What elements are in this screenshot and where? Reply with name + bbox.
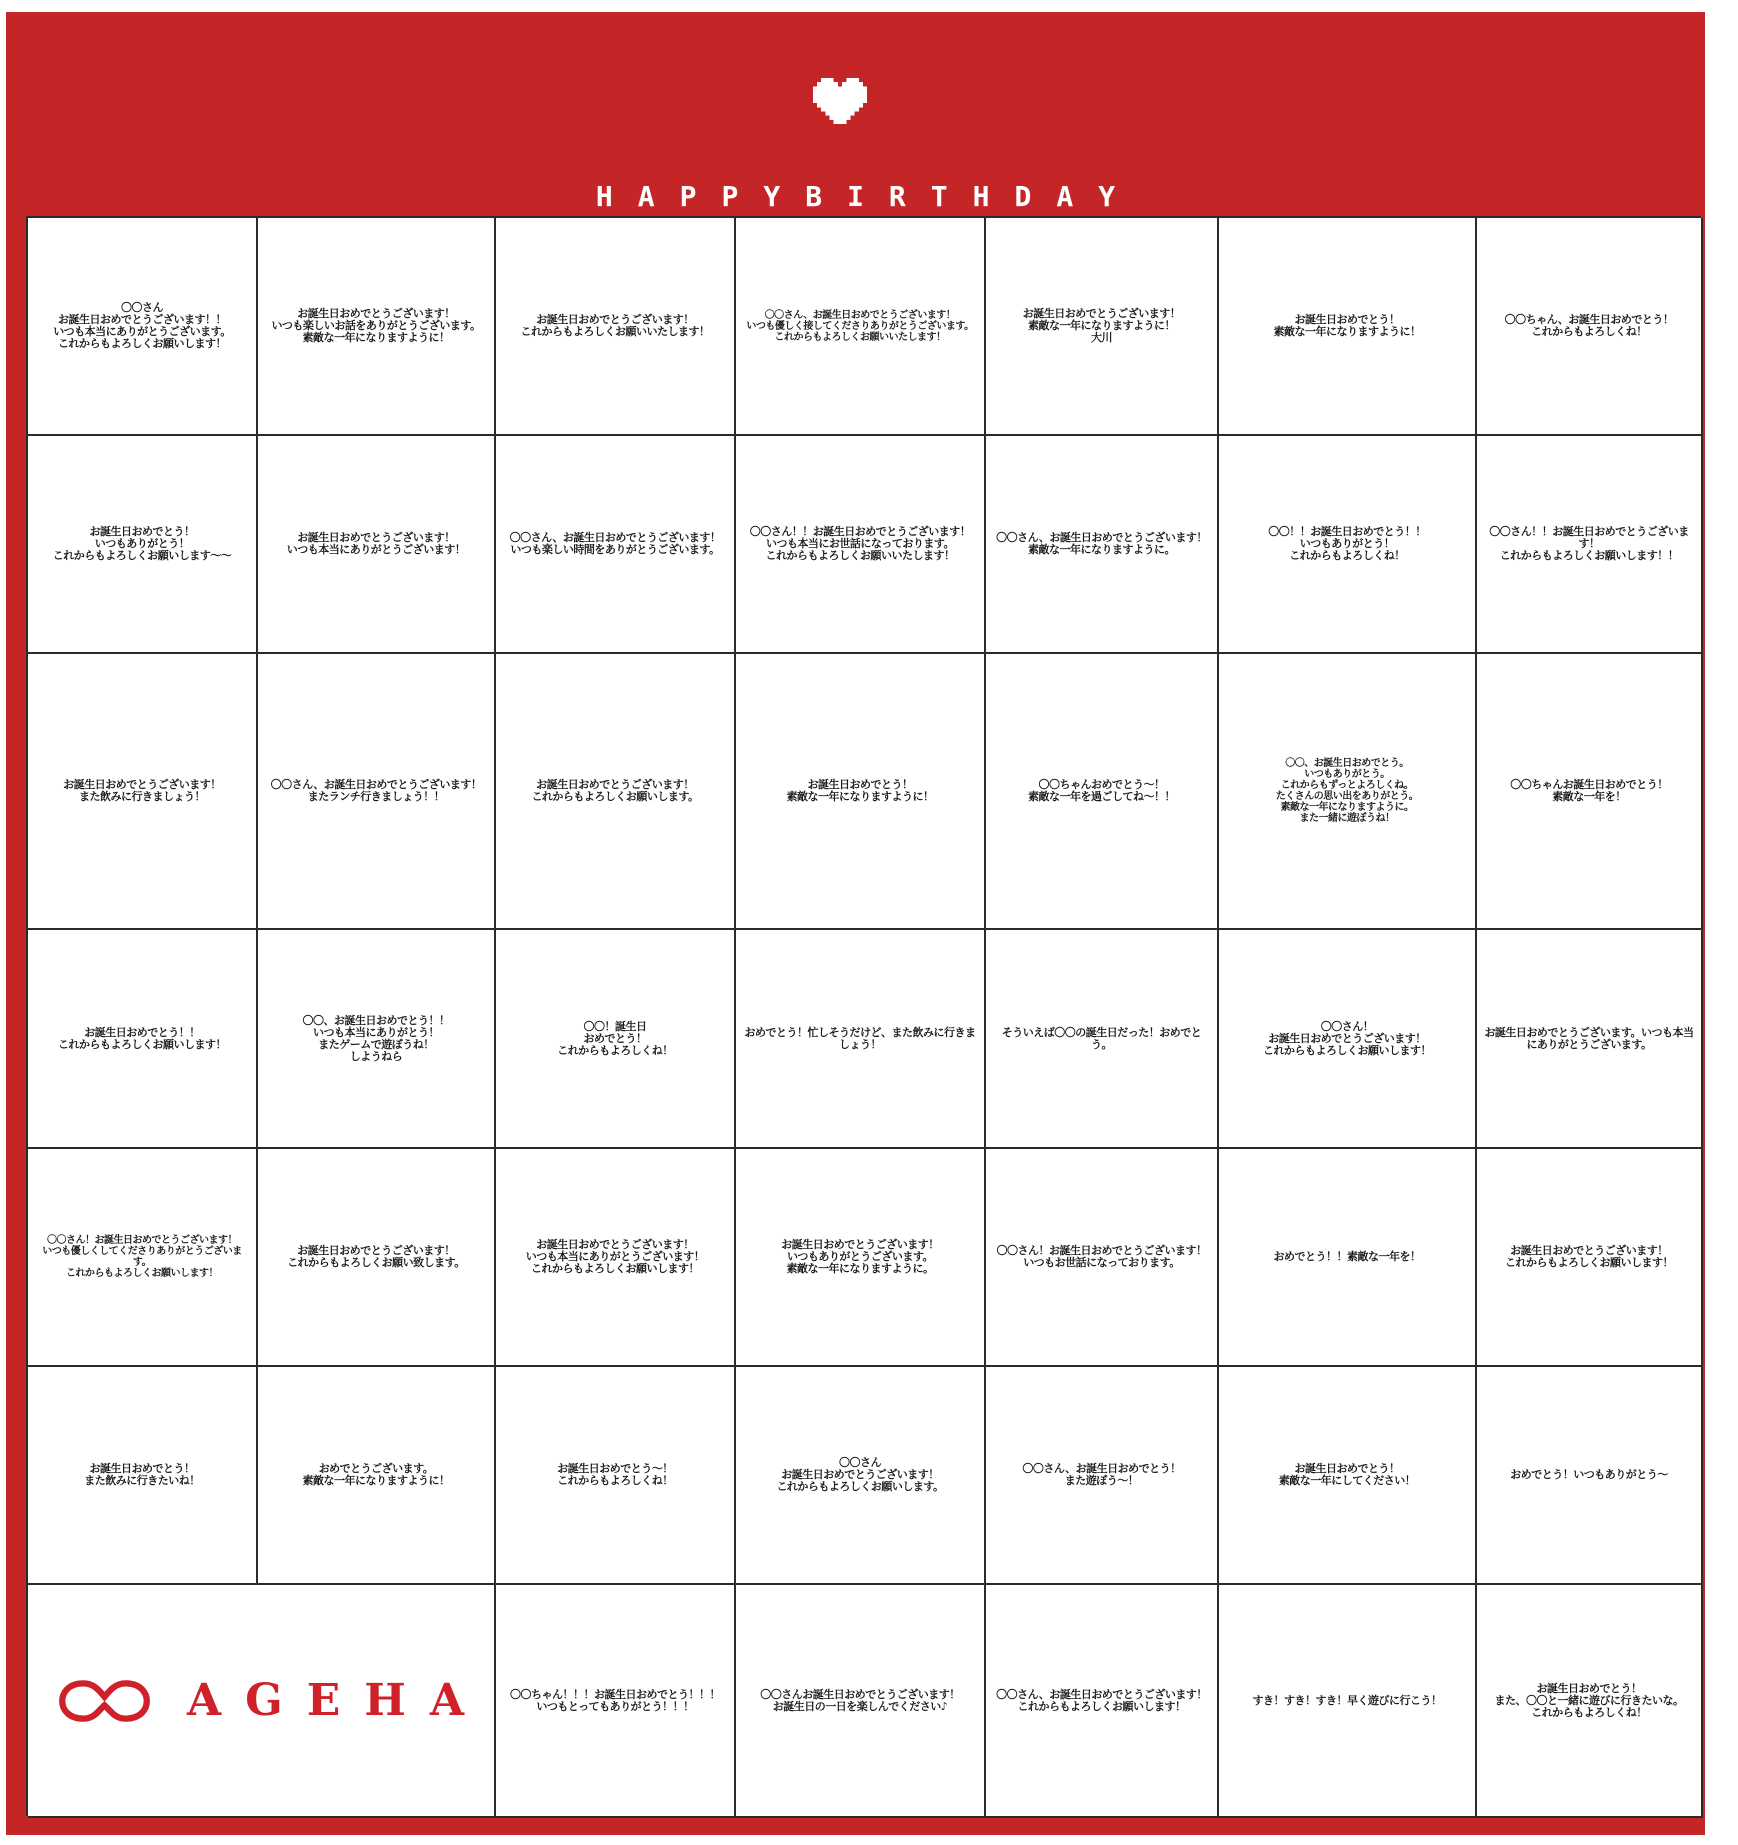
message-card (986, 654, 1219, 930)
message-card (736, 1585, 986, 1818)
message-text: お誕生日おめでとうございます！ また飲みに行きましょう！ (63, 778, 221, 803)
message-card (28, 218, 258, 436)
message-card (1477, 1149, 1703, 1367)
message-text: お誕生日おめでとうございます！ いつも本当にありがとうございます！ (286, 531, 466, 556)
message-card (1477, 654, 1703, 930)
message-card (736, 218, 986, 436)
message-card (1477, 1367, 1703, 1585)
message-card (496, 1367, 736, 1585)
message-text: 〇〇さん、お誕生日おめでとうございます！ いつも優しく接してくださりありがとうございます。 これからもよろしくお願いいたします！ (746, 309, 974, 343)
message-text: お誕生日おめでとう！！ これからもよろしくお願いします！ (58, 1025, 226, 1051)
message-card (28, 654, 258, 930)
message-text: 〇〇ちゃん！！！お誕生日おめでとう！！！ いつもとってもありがとう！！！ (510, 1687, 720, 1713)
message-text: おめでとうございます。 素敵な一年になりますように！ (302, 1462, 450, 1487)
message-card (736, 1149, 986, 1367)
message-text: お誕生日おめでとうございます！ 素敵な一年になりますように！ 大川 (1022, 307, 1181, 344)
message-card (986, 1367, 1219, 1585)
message-text: 〇〇、お誕生日おめでとう。 いつもありがとう。 これからもずっとよろしくね。 たくさんの思い出をありがとう。 素敵な一年になりますように。 また一緒に遊ぼうね！ (1275, 758, 1419, 824)
message-text: 〇〇さん！ お誕生日おめでとうございます！ これからもよろしくお願いします！ (1263, 1019, 1431, 1057)
message-text: 〇〇ちゃんお誕生日おめでとう！ 素敵な一年を！ (1510, 778, 1668, 803)
message-card (986, 930, 1219, 1149)
message-card (496, 930, 736, 1149)
message-card (258, 930, 496, 1149)
message-card (496, 654, 736, 930)
message-text: 〇〇！！お誕生日おめでとう！！ いつもありがとう！ これからもよろしくね！ (1268, 525, 1426, 562)
ageha-logo-icon (58, 1666, 151, 1736)
message-text: そういえば〇〇の誕生日だった！おめでとう。 (1001, 1025, 1202, 1051)
message-text: お誕生日おめでとうございます！ いつもありがとうございます。 素敵な一年になりますように。 (781, 1238, 939, 1275)
message-card (28, 1149, 258, 1367)
message-text: お誕生日おめでとうございます！ いつも本当にありがとうございます！ これからもよろしくお願いします！ (525, 1238, 705, 1275)
message-card (496, 1585, 736, 1818)
message-card (28, 1367, 258, 1585)
message-card (258, 1149, 496, 1367)
message-card (1477, 930, 1703, 1149)
message-text: お誕生日おめでとうございます！ これからもよろしくお願いします！ (1505, 1244, 1673, 1269)
message-text: 〇〇さん お誕生日おめでとうございます！！ いつも本当にありがとうございます。 これからもよろしくお願いします！ (53, 301, 231, 350)
message-text: お誕生日おめでとうございます！ これからもよろしくお願いいたします！ (520, 313, 710, 338)
message-text: お誕生日おめでとうございます！ これからもよろしくお願いします。 (531, 778, 699, 803)
ageha-wordmark: AGEHA (187, 1674, 488, 1726)
message-card (1477, 436, 1703, 654)
message-text: お誕生日おめでとう！ 素敵な一年にしてください！ (1278, 1462, 1416, 1487)
heart-icon (811, 78, 869, 124)
message-text: 〇〇さん、お誕生日おめでとうございます！ これからもよろしくお願いします！ (996, 1687, 1207, 1713)
message-card (1219, 1367, 1477, 1585)
message-text: 〇〇ちゃん、お誕生日おめでとう！ これからもよろしくね！ (1504, 313, 1674, 338)
message-card (1219, 1585, 1477, 1818)
message-text: お誕生日おめでとうございます！ これからもよろしくお願い致します。 (287, 1244, 465, 1269)
message-text: お誕生日おめでとう！ 素敵な一年になりますように！ (1273, 313, 1421, 338)
message-text: おめでとう！いつもありがとう〜 (1510, 1468, 1668, 1481)
message-card (1477, 218, 1703, 436)
message-card (736, 436, 986, 654)
message-text: すき！すき！すき！早く遊びに行こう！ (1252, 1693, 1442, 1707)
message-text: 〇〇さん、お誕生日おめでとうございます！ 素敵な一年になりますように。 (996, 531, 1207, 556)
message-text: おめでとう！！素敵な一年を！ (1273, 1250, 1421, 1263)
message-text: お誕生日おめでとう！ また、〇〇と一緒に遊びに行きたいな。 これからもよろしくね！ (1494, 1681, 1684, 1719)
message-card (1219, 930, 1477, 1149)
message-text: 〇〇さん、お誕生日おめでとうございます！ またランチ行きましょう！！ (270, 778, 482, 803)
card-title: HAPPYBIRTHDAY (595, 180, 1141, 213)
message-text: 〇〇さん！！お誕生日おめでとうございます！ これからもよろしくお願いします！！ (1489, 525, 1689, 562)
message-card (1219, 1149, 1477, 1367)
message-text: お誕生日おめでとうございます！ いつも楽しいお話をありがとうございます。 素敵な一年になりますように！ (271, 307, 481, 344)
message-card (258, 654, 496, 930)
message-card (496, 436, 736, 654)
message-card (1219, 436, 1477, 654)
message-text: お誕生日おめでとう！ 素敵な一年になりますように！ (786, 778, 934, 803)
message-card (258, 218, 496, 436)
message-text: 〇〇さん、お誕生日おめでとうございます！ いつも楽しい時間をありがとうございます。 (509, 531, 721, 556)
message-card (258, 1367, 496, 1585)
message-text: お誕生日おめでとうございます。いつも本当にありがとうございます。 (1484, 1025, 1694, 1051)
message-card (986, 436, 1219, 654)
ageha-logo (28, 1585, 496, 1818)
message-text: お誕生日おめでとう！ また飲みに行きたいね！ (84, 1462, 200, 1487)
message-text: 〇〇さん！お誕生日おめでとうございます！ いつもお世話になっております。 (996, 1244, 1207, 1269)
message-text: 〇〇、お誕生日おめでとう！！ いつも本当にありがとう！ またゲームで遊ぼうね！ しようねら (302, 1013, 450, 1063)
message-text: 〇〇さん お誕生日おめでとうございます！ これからもよろしくお願いします。 (776, 1456, 944, 1493)
message-text: お誕生日おめでとう〜！ これからもよろしくね！ (557, 1462, 673, 1487)
message-text: 〇〇さん！お誕生日おめでとうございます！ いつも優しくしてくださりありがとうございます。 これからもよろしくお願いします！ (42, 1235, 242, 1279)
message-text: 〇〇さん！！お誕生日おめでとうございます！ いつも本当にお世話になっております。 これからもよろしくお願いいたします！ (749, 525, 971, 562)
message-text: 〇〇さんお誕生日おめでとうございます！ お誕生日の一日を楽しんでください♪ (760, 1687, 960, 1713)
message-card (258, 436, 496, 654)
message-card (28, 436, 258, 654)
message-card (1477, 1585, 1703, 1818)
message-card (28, 930, 258, 1149)
message-card (986, 1585, 1219, 1818)
message-card (736, 654, 986, 930)
message-card (496, 1149, 736, 1367)
message-text: お誕生日おめでとう！ いつもありがとう！ これからもよろしくお願いします〜〜 (52, 525, 232, 562)
message-card (1219, 218, 1477, 436)
message-grid (26, 216, 1701, 1816)
message-card (496, 218, 736, 436)
message-text: 〇〇さん、お誕生日おめでとう！ また遊ぼう〜！ (1022, 1462, 1181, 1487)
message-text: 〇〇ちゃんおめでとう〜！ 素敵な一年を過ごしてね〜！！ (1028, 778, 1175, 803)
message-card (736, 1367, 986, 1585)
message-card (986, 218, 1219, 436)
message-card (736, 930, 986, 1149)
message-text: 〇〇！誕生日 おめでとう！ これからもよろしくね！ (557, 1019, 673, 1057)
message-text: おめでとう！忙しそうだけど、また飲みに行きましょう！ (744, 1025, 976, 1051)
message-card (986, 1149, 1219, 1367)
message-card (1219, 654, 1477, 930)
